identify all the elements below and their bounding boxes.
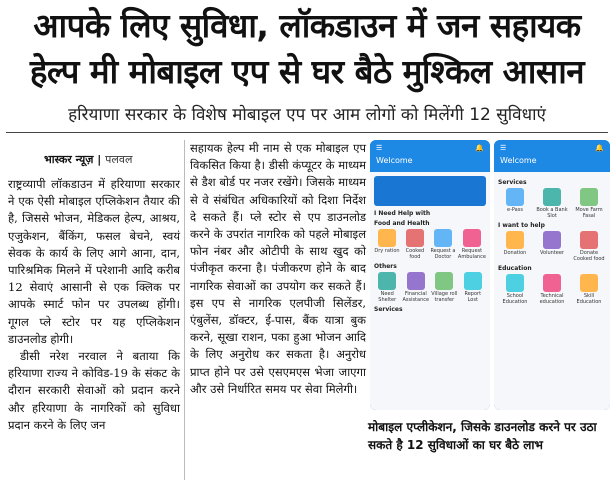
- report-icon: [464, 272, 482, 290]
- headline-line-2: हेल्प मी मोबाइल एप से घर बैठे मुश्किल आसान: [29, 52, 585, 91]
- tile-donate-food: [572, 231, 606, 262]
- tile-label: Technical education: [539, 293, 565, 305]
- tile-epass: [498, 188, 532, 219]
- technical-icon: [543, 274, 561, 292]
- subheadline: हरियाणा सरकार के विशेष मोबाइल एप पर आम लोगों को मिलेंगी 12 सुविधाएं: [68, 105, 546, 125]
- tile-label: Financial Assistance: [402, 291, 430, 303]
- article-column-1: [8, 176, 180, 434]
- tile-label: e-Pass: [507, 207, 523, 213]
- tile-report-lost: [460, 272, 486, 303]
- section-title: Others: [374, 263, 397, 270]
- tile-cooked-food: [402, 229, 428, 260]
- welcome-text: Welcome: [376, 156, 413, 165]
- article-column-2: [190, 140, 366, 398]
- section-title: I Need Help with: [374, 210, 431, 217]
- article-paragraph: राष्ट्रव्यापी लॉकडाउन में हरियाणा सरकार ने एक ऐसी मोबाइल एप्लिकेशन तैयार की है, जिससे भोजन, मेडिकल हेल्प, आश्रय, एजुकेशन, बैंकिंग, फसल बेचने, स्वयं सेवक के कार्य के लिए आगे आना, दान, पारिश्रमिक मिलने में परेशानी आदि करीब 12 सेवाएं आसानी से एक क्लिक पर आपके स्मार्ट फोन पर उपलब्ध होंगी। गूगल प्ले स्टोर पर यह एप्लिकेशन डाउनलोड होगी।: [8, 177, 180, 346]
- tile-label: Move Farm Fasal: [575, 207, 603, 219]
- tile-label: Report Lost: [464, 291, 482, 303]
- tile-financial: [402, 272, 429, 303]
- tile-grid: [374, 229, 486, 260]
- tile-label: Volunteer: [540, 250, 564, 256]
- tile-label: Skill Education: [576, 293, 602, 305]
- bell-icon: 🔔: [475, 144, 484, 152]
- byline-city: पलवल: [105, 153, 133, 166]
- tile-label: Request Ambulance: [457, 248, 487, 260]
- tile-skill: [572, 274, 606, 305]
- byline-source: भास्कर न्यूज़: [44, 153, 94, 166]
- pass-icon: [506, 188, 524, 206]
- tile-dry-ration: [374, 229, 400, 260]
- tile-grid: [498, 188, 606, 219]
- tile-bank-slot: [535, 188, 569, 219]
- tile-label: Need Shelter: [378, 291, 397, 303]
- app-screenshot-1: [370, 140, 490, 410]
- donation-icon: [506, 231, 524, 249]
- tile-label: Request a Doctor: [430, 248, 456, 260]
- app-screenshot-2: [494, 140, 610, 410]
- tile-donation: [498, 231, 532, 262]
- money-icon: [407, 272, 425, 290]
- food-icon: [406, 229, 424, 247]
- column-divider: [184, 140, 185, 480]
- tile-label: Village roll transfer: [431, 291, 458, 303]
- tile-school: [498, 274, 532, 305]
- bell-icon: 🔔: [595, 144, 604, 152]
- bank-icon: [543, 188, 561, 206]
- tile-doctor: [430, 229, 456, 260]
- tile-shelter: [374, 272, 400, 303]
- tile-label: School Education: [502, 293, 528, 305]
- menu-icon: ☰: [376, 144, 383, 152]
- tile-grid: [498, 274, 606, 305]
- app-header: [370, 140, 490, 172]
- section-title: Services: [374, 306, 403, 313]
- tile-volunteer: [535, 231, 569, 262]
- section-title: Education: [498, 265, 532, 272]
- ambulance-icon: [463, 229, 481, 247]
- tile-grid: [498, 231, 606, 262]
- app-header: [494, 140, 610, 172]
- ration-icon: [378, 229, 396, 247]
- doctor-icon: [434, 229, 452, 247]
- welcome-text: Welcome: [500, 156, 537, 165]
- tile-farm: [572, 188, 606, 219]
- tile-label: Cooked food: [405, 248, 425, 260]
- tile-label: Book a Bank Slot: [536, 207, 568, 219]
- app-body: [494, 172, 610, 410]
- farm-icon: [580, 188, 598, 206]
- volunteer-icon: [543, 231, 561, 249]
- tile-label: Donate Cooked food: [573, 250, 605, 262]
- headline-line-1: आपके लिए सुविधा, लॉकडाउन में जन सहायक: [33, 6, 581, 45]
- tile-technical: [535, 274, 569, 305]
- tile-village: [431, 272, 457, 303]
- village-icon: [435, 272, 453, 290]
- menu-icon: ☰: [500, 144, 507, 152]
- tile-grid: [374, 272, 486, 303]
- article-paragraph: डीसी नरेश नरवाल ने बताया कि हरियाणा राज्य ने कोविड-19 के संकट के दौरान सरकारी सेवाओं को प्रदान करने और हरियाणा के नागरिकों को सुविधा प्रदान करने के लिए जन: [8, 349, 180, 432]
- section-title: Food and Health: [374, 220, 430, 227]
- skill-icon: [580, 274, 598, 292]
- food-icon: [580, 231, 598, 249]
- app-body: [370, 172, 490, 410]
- tile-label: Dry ration: [374, 248, 400, 254]
- photo-caption: मोबाइल एप्लीकेशन, जिसके डाउनलोड करने पर उठा सकते है 12 सुविधाओं का घर बैठे लाभ: [368, 420, 597, 452]
- shelter-icon: [378, 272, 396, 290]
- tile-label: Donation: [503, 250, 527, 256]
- section-title: I want to help: [498, 222, 545, 229]
- article-paragraph: सहायक हेल्प मी नाम से एक मोबाइल एप विकसित किया है। डीसी कंप्यूटर के माध्यम से डैश बोर्ड पर नजर रखेंगे। जिसके माध्यम से वे संबंधित अधिकारियों को दिशा निर्देश दे सकते हैं। प्ले स्टोर से एप डाउनलोड करने के उपरांत नागरिक को पहले मोबाइल फोन नंबर और ओटीपी के साथ खुद को पंजीकृत करना है। पंजीकरण होने के बाद नागरिक सेवाओं का उपयोग कर सकते हैं। इस एप से नागरिक एलपीजी सिलेंडर, एंबुलेंस, डॉक्टर, ई-पास, बैंक यात्रा बुक करने, सूखा राशन, पका हुआ भोजन आदि के लिए अनुरोध कर सकता है। अनुरोध प्राप्त होने पर उसे एसएमएस भेजा जाएगा और उसे निर्धारित समय पर सेवा मिलेगी।: [190, 141, 366, 396]
- divider: [6, 132, 608, 133]
- school-icon: [506, 274, 524, 292]
- byline: भास्कर न्यूज़ | पलवल: [44, 153, 133, 166]
- section-title: Services: [498, 179, 527, 186]
- tile-ambulance: [458, 229, 486, 260]
- app-banner: [374, 176, 486, 206]
